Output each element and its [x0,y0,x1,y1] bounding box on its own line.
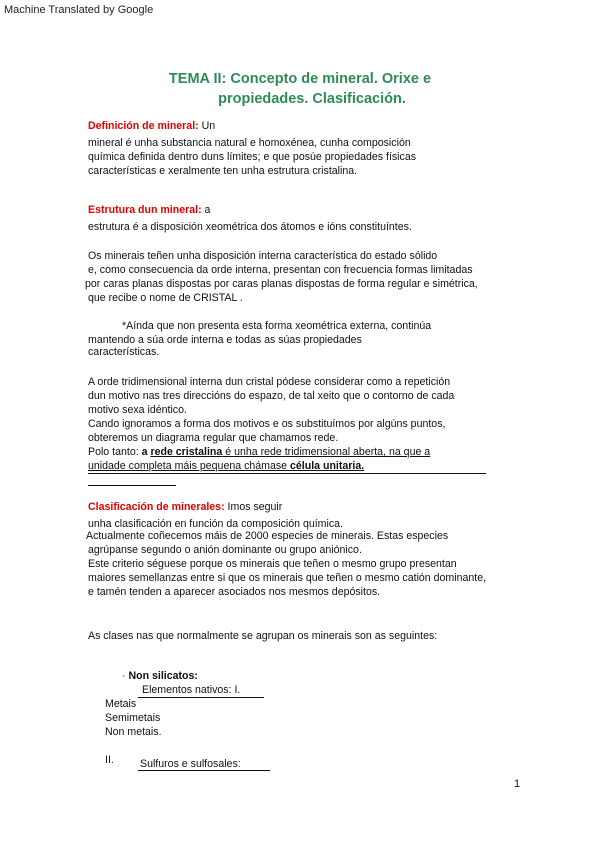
list-number-ii: II. [105,754,114,766]
clasificacion-heading-row [88,501,282,514]
sulfuros-heading: Sulfuros e sulfosales: [140,758,241,770]
polo-tanto-article: a [141,446,151,458]
estrutura-heading-row [88,204,210,217]
estrutura-para2-line: A orde tridimensional interna dun cristal pódese considerar como a repetición [88,376,451,388]
estrutura-heading: Estrutura dun mineral: [88,204,202,216]
estrutura-note-line: mantendo a súa orde interna e todas as súas propiedades [88,334,362,346]
list-item-non-metais: Non metais. [105,726,162,738]
polo-tanto-prefix: Polo tanto: [88,446,142,458]
estrutura-heading-tail: a [201,204,211,216]
bullet-icon: · [122,670,126,682]
estrutura-para1-line: e, como consecuencia da orde interna, presentan con frecuencia formas limitadas [88,264,473,276]
estrutura-para1-line: Os minerais teñen unha disposición interna característica do estado sólido [88,250,438,262]
definicion-line: características e xeralmente ten unha estrutura cristalina. [88,165,358,177]
polo-tanto-line [88,446,430,459]
unidade-prefix: unidade completa máis pequena chámase [88,460,291,472]
clasificacion-line: unha clasificación en función da composición química. [88,518,343,530]
estrutura-para1-line: por caras planas dispostas por caras planas dispostas de forma regular e simétrica, [85,278,478,290]
elementos-underline [138,697,264,698]
estrutura-para2-line: obteremos un diagrama regular que chamamos rede. [88,432,339,444]
definicion-line: mineral é unha substancia natural e homoxénea, cunha composición [88,137,411,149]
clasificacion-line: Actualmente coñecemos máis de 2000 especies de minerais. Estas especies [86,530,449,542]
clasificacion-line: e tamén tenden a aparecer asociados nos mesmos depósitos. [88,586,381,598]
clasificacion-heading-tail: Imos seguir [224,501,283,513]
page-title-line-1: TEMA II: Concepto de mineral. Orixe e [168,71,432,87]
estrutura-note-line: características. [88,346,160,358]
clasificacion-heading: Clasificación de minerales: [88,501,225,513]
definicion-line: química definida dentro duns límites; e que posúe propiedades físicas [88,151,417,163]
polo-tanto-rest: é unha rede tridimensional aberta, na que a [222,446,431,458]
list-item-metais: Metais [105,698,137,710]
page-title-line-2: propiedades. Clasificación. [218,91,406,107]
clasificacion-line: maiores semellanzas entre si que os minerais que teñen o mesmo catión dominante, [88,572,487,584]
rede-cristalina-term: rede cristalina [150,446,223,458]
unidade-line [88,460,364,473]
list-item-semimetais: Semimetais [105,712,161,724]
elementos-nativos: Elementos nativos: I. [142,684,241,696]
underline-rule [88,473,486,474]
estrutura-para2-line: Cando ignoramos a forma dos motivos e os substituímos por algúns puntos, [88,418,446,430]
machine-translation-banner: Machine Translated by Google [4,4,154,16]
clases-intro: As clases nas que normalmente se agrupan os minerais son as seguintes: [88,630,438,642]
definicion-heading-tail: Un [198,120,216,132]
underline-rule-short [88,485,176,486]
sulfuros-underline [138,770,270,771]
definicion-heading: Definición de mineral: [88,120,199,132]
estrutura-para1-line: que recibe o nome de CRISTAL . [88,292,243,304]
non-silicatos-row [122,670,198,683]
estrutura-note-line: *Aínda que non presenta esta forma xeométrica externa, continúa [122,320,432,332]
page-number: 1 [514,778,521,790]
clasificacion-line: Este criterio séguese porque os minerais que teñen o mesmo grupo presentan [88,558,457,570]
estrutura-para2-line: dun motivo nas tres direccións do espazo, de tal xeito que o contorno de cada [88,390,455,402]
definicion-heading-row [88,120,215,133]
celula-unitaria-term: célula unitaria. [290,460,365,472]
clasificacion-line: agrúpanse segundo o anión dominante ou grupo aniónico. [88,544,362,556]
non-silicatos-heading: Non silicatos: [128,670,198,682]
estrutura-intro: estrutura é a disposición xeométrica dos átomos e ións constituíntes. [88,221,412,233]
estrutura-para2-line: motivo sexa idéntico. [88,404,187,416]
